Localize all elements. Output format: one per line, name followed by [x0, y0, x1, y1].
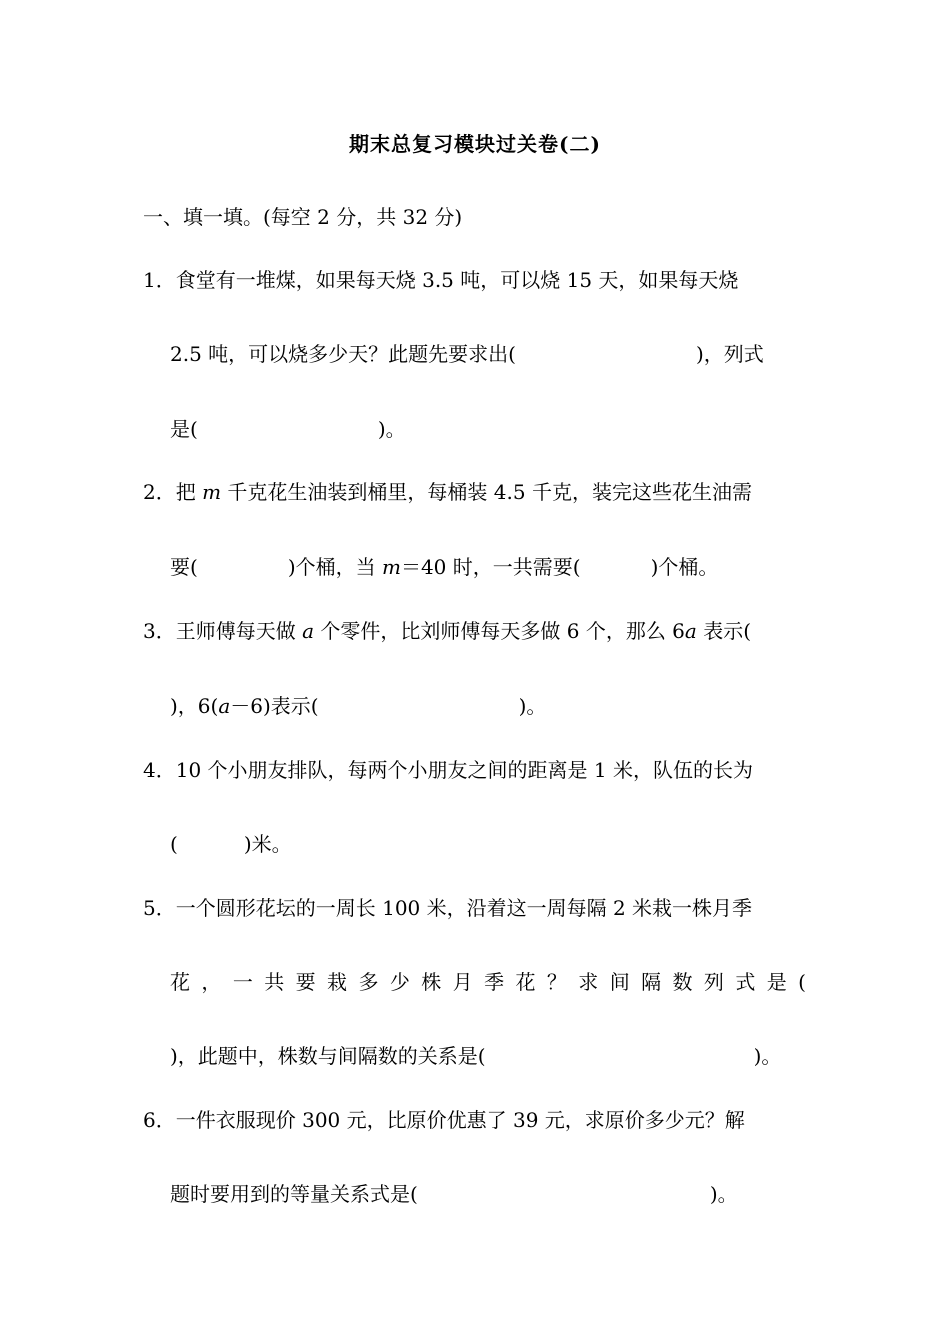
text-segment: 个零件，比刘师傅每天多做 6 个，那么 6	[320, 619, 685, 643]
justified-char: ，	[201, 970, 222, 994]
justified-char: 花	[515, 970, 536, 994]
text-segment: )个桶。	[650, 555, 719, 579]
justified-char: 花	[170, 970, 190, 994]
question-2-line-2	[170, 553, 718, 581]
justified-char: 多	[358, 970, 379, 994]
text-segment: )，6(	[170, 694, 219, 718]
question-5-number: 5．	[143, 896, 176, 920]
question-6-number: 6．	[143, 1108, 176, 1132]
question-4-line-1	[143, 756, 753, 784]
justified-char: 隔	[641, 970, 662, 994]
text-segment: 2.5 吨，可以烧多少天？此题先要求出(	[170, 342, 516, 366]
text-segment: )。	[709, 1182, 738, 1206]
justified-char: 间	[609, 970, 630, 994]
text-segment: 千克花生油装到桶里，每桶装 4.5 千克，装完这些花生油需	[227, 480, 752, 504]
justified-char: 一	[232, 970, 253, 994]
justified-char: 共	[264, 970, 285, 994]
text-segment: ＝40 时，一共需要(	[400, 555, 581, 579]
text-segment: －6)表示(	[230, 694, 319, 718]
text-segment: 是(	[170, 417, 198, 441]
question-1-line-3	[170, 415, 406, 443]
justified-char: 栽	[327, 970, 348, 994]
text-segment: 王师傅每天做	[175, 619, 296, 643]
question-5-line-3	[170, 1042, 781, 1070]
variable-a: a	[302, 619, 315, 643]
question-1-number: 1．	[143, 268, 176, 292]
variable-a: a	[218, 694, 231, 718]
justified-char: 数	[672, 970, 693, 994]
variable-a: a	[684, 619, 697, 643]
text-segment: )。	[518, 694, 547, 718]
question-2-line-1	[143, 478, 752, 506]
text-segment: )，此题中，株数与间隔数的关系是(	[170, 1044, 486, 1068]
text-segment: )米。	[243, 832, 292, 856]
text-segment: 把	[175, 480, 196, 504]
question-6-text: 一件衣服现价 300 元，比原价优惠了 39 元，求原价多少元？解	[175, 1108, 745, 1132]
question-3-line-2	[170, 692, 546, 720]
variable-m: m	[202, 480, 222, 504]
section-heading: 一、填一填。(每空 2 分，共 32 分)	[143, 205, 463, 229]
justified-char: 式	[735, 970, 756, 994]
question-5-text: 一个圆形花坛的一周长 100 米，沿着这一周每隔 2 米栽一株月季	[175, 896, 753, 920]
question-5-line-2	[170, 968, 806, 996]
justified-char: 少	[389, 970, 410, 994]
justified-char: 列	[703, 970, 724, 994]
text-segment: (	[170, 832, 178, 856]
question-1-text: 食堂有一堆煤，如果每天烧 3.5 吨，可以烧 15 天，如果每天烧	[175, 268, 739, 292]
text-segment: 题时要用到的等量关系式是(	[170, 1182, 418, 1206]
question-4-text: 10 个小朋友排队，每两个小朋友之间的距离是 1 米，队伍的长为	[175, 758, 753, 782]
justified-char: 月	[452, 970, 473, 994]
question-6-line-1	[143, 1106, 745, 1134]
question-4-line-2	[170, 830, 292, 858]
justified-char: 季	[484, 970, 505, 994]
question-6-line-2	[170, 1180, 738, 1208]
variable-m: m	[381, 555, 401, 579]
question-2-number: 2．	[143, 480, 176, 504]
justified-char: 求	[578, 970, 599, 994]
text-segment: )，列式	[695, 342, 764, 366]
question-3-line-1	[143, 617, 751, 645]
justified-char: (	[798, 970, 806, 994]
justified-char: 要	[295, 970, 316, 994]
justified-char: ？	[546, 970, 567, 994]
question-1-line-1	[143, 266, 738, 294]
page-title: 期末总复习模块过关卷(二)	[349, 132, 601, 156]
justified-char: 是	[766, 970, 787, 994]
text-segment: 表示(	[703, 619, 752, 643]
question-4-number: 4．	[143, 758, 176, 782]
text-segment: )个桶，当	[287, 555, 376, 579]
text-segment: 要(	[170, 555, 198, 579]
question-5-line-1	[143, 894, 752, 922]
justified-char: 株	[421, 970, 442, 994]
question-3-number: 3．	[143, 619, 176, 643]
text-segment: )。	[753, 1044, 782, 1068]
text-segment: )。	[377, 417, 406, 441]
question-1-line-2	[170, 340, 764, 368]
